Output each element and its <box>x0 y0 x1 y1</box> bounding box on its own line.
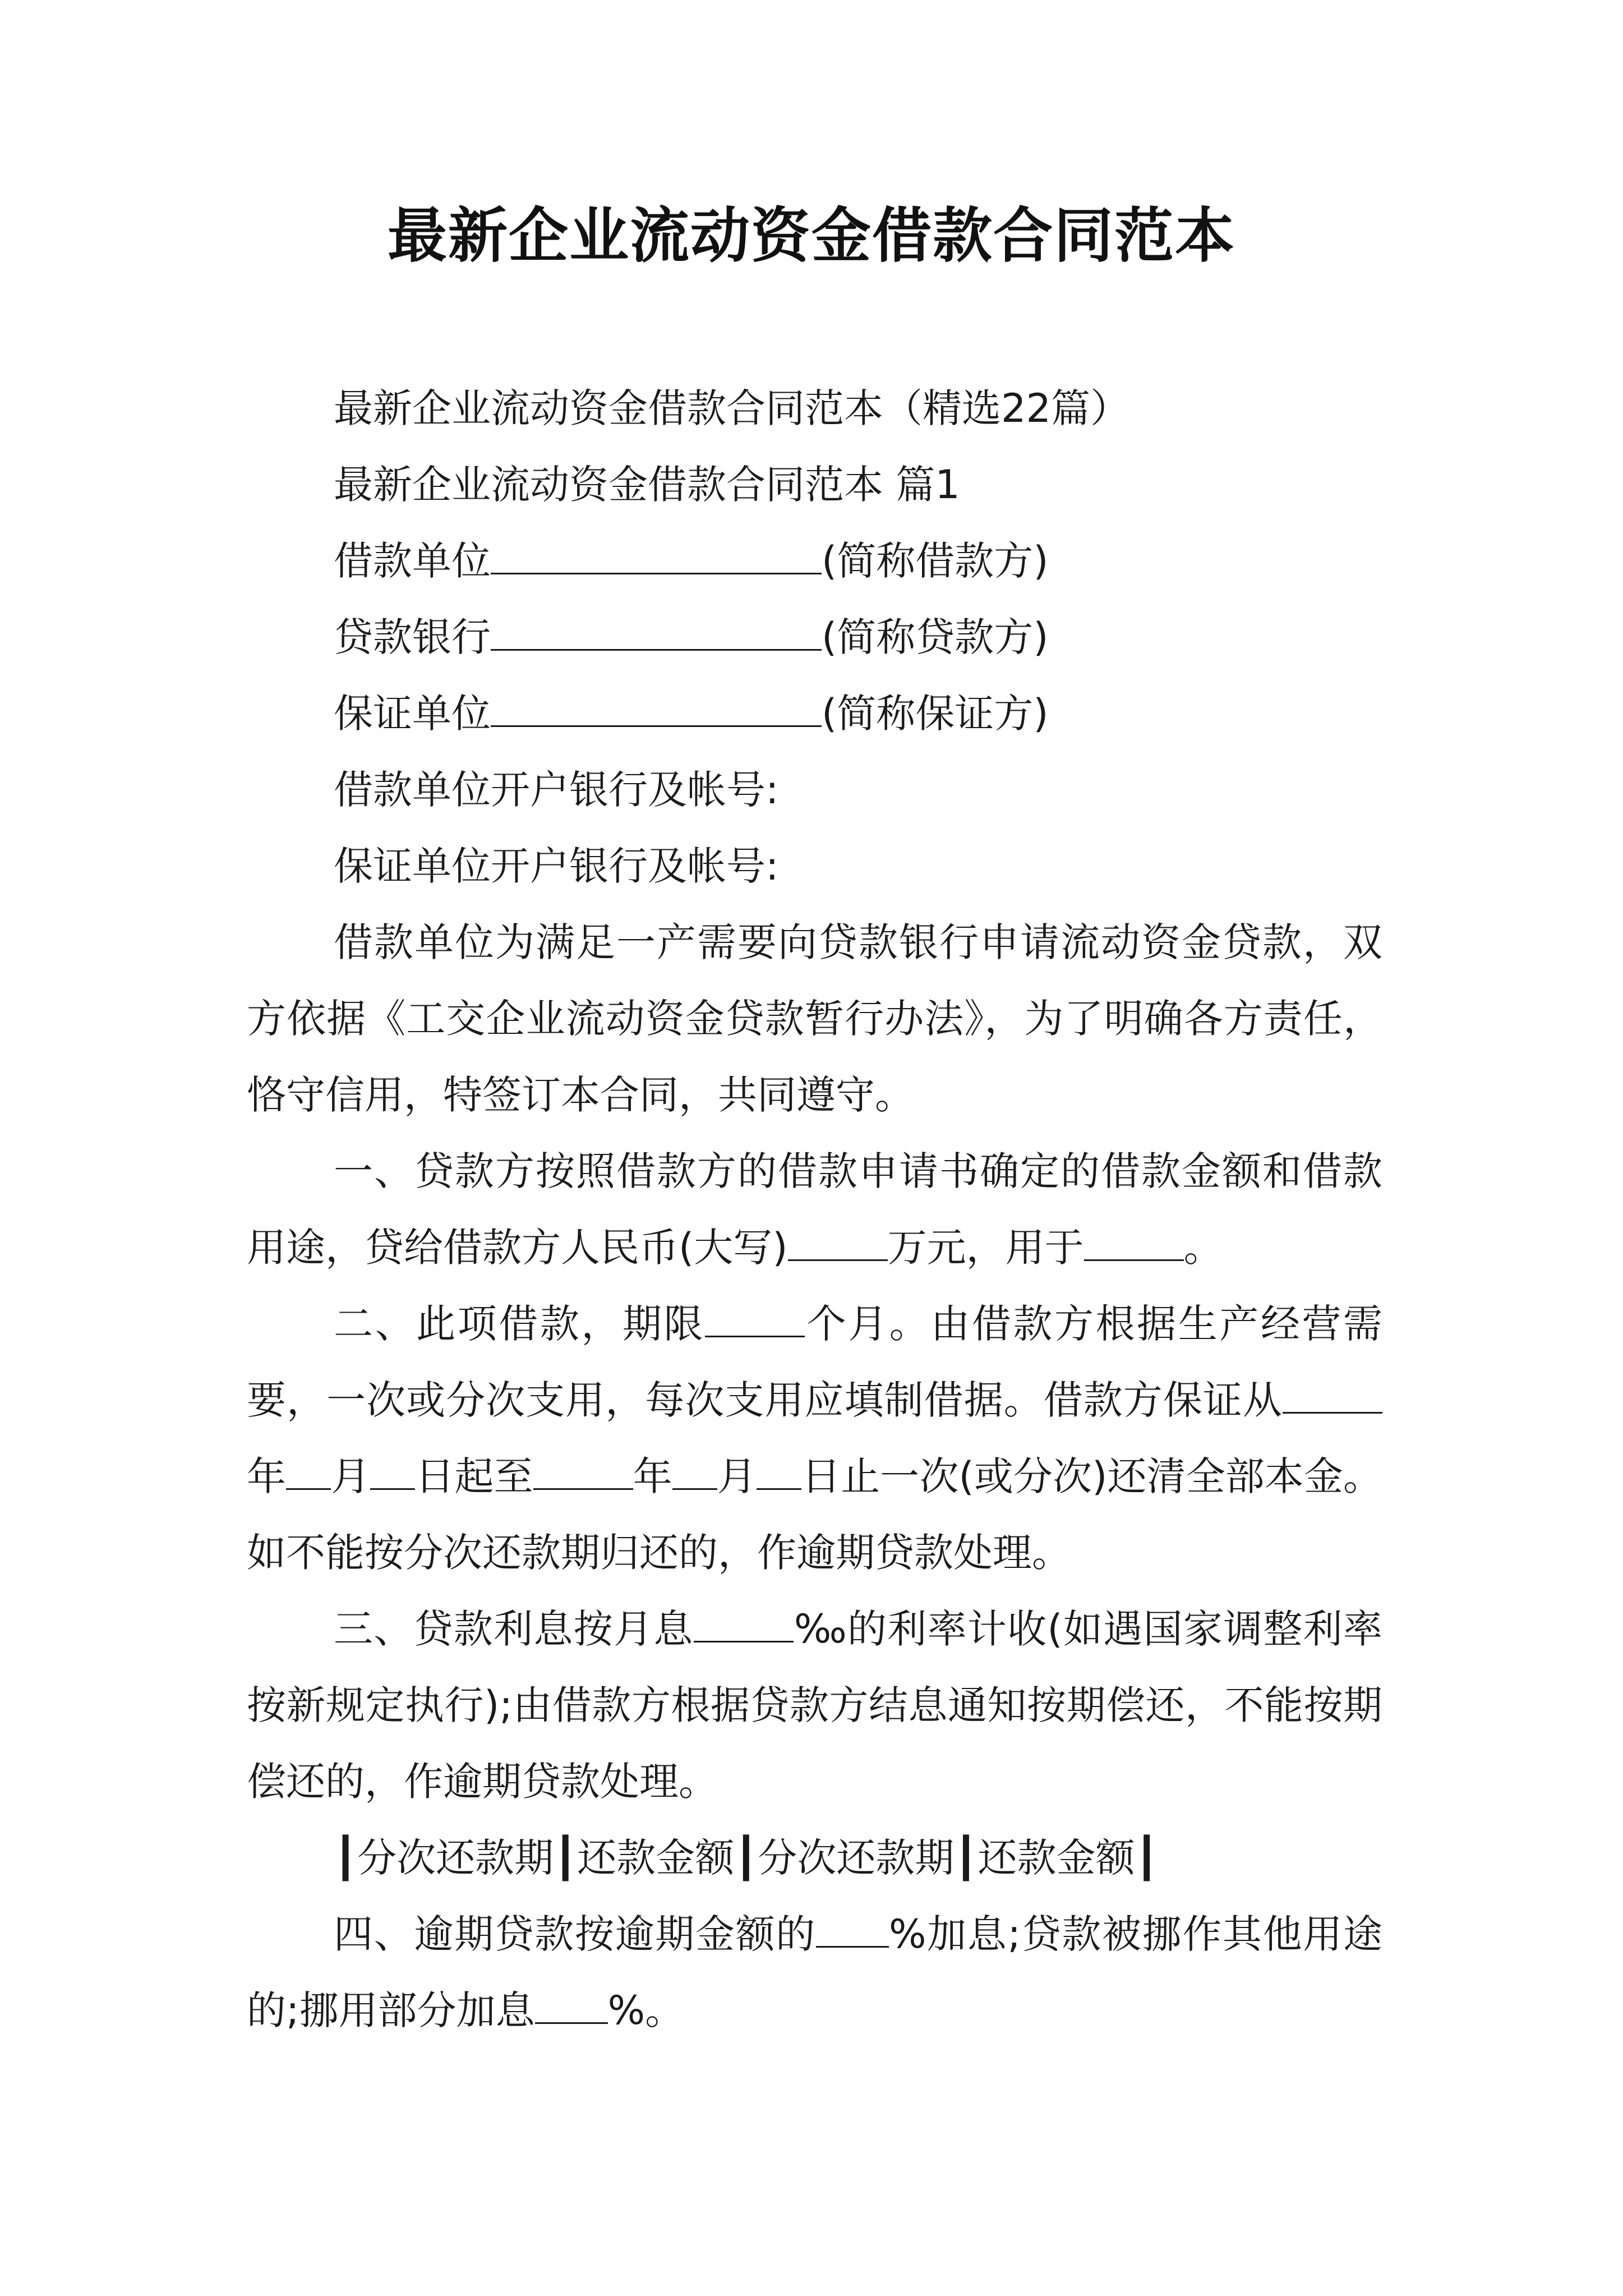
misuse-rate-blank <box>535 1989 608 2024</box>
intro-paragraph: 借款单位为满足一产需要向贷款银行申请流动资金贷款，双方依据《工交企业流动资金贷款暂行办法》，为了明确各方责任，恪守信用，特签订本合同，共同遵守。 <box>247 919 1382 1118</box>
start-month-blank <box>286 1455 331 1490</box>
end-day-blank <box>757 1455 801 1490</box>
guarantor-suffix: (简称保证方) <box>822 691 1049 737</box>
end-month-label: 月 <box>717 1453 757 1499</box>
clause-1-text-b: 万元，用于 <box>887 1225 1084 1271</box>
lender-field <box>247 599 1382 675</box>
document-body <box>247 370 1382 2049</box>
repayment-table-row: ┃分次还款期┃还款金额┃分次还款期┃还款金额┃ <box>334 1835 1159 1881</box>
borrower-account-line: 借款单位开户银行及帐号: <box>334 767 779 813</box>
guarantor-label: 保证单位 <box>334 691 491 737</box>
clause-3 <box>247 1591 1382 1820</box>
interest-rate-blank <box>694 1607 794 1642</box>
term-blank <box>705 1302 805 1337</box>
clause-2-text-b: 个月。由借款方根据生产经营需要，一次或分次支用，每次支用应填制借据。借款方保证从 <box>247 1301 1383 1423</box>
clause-1 <box>247 1133 1382 1286</box>
end-year-blank <box>533 1455 633 1490</box>
start-month-label: 月 <box>331 1453 371 1499</box>
purpose-blank <box>1084 1226 1184 1261</box>
subtitle-line: 最新企业流动资金借款合同范本（精选22篇） <box>334 385 1130 431</box>
clause-2-text-a: 二、此项借款，期限 <box>334 1301 706 1347</box>
guarantor-field <box>247 675 1382 752</box>
section-heading: 最新企业流动资金借款合同范本 篇1 <box>334 462 960 508</box>
clause-1-text-c: 。 <box>1183 1225 1223 1271</box>
clause-2 <box>247 1286 1382 1591</box>
borrower-label: 借款单位 <box>334 538 491 584</box>
borrower-suffix: (简称借款方) <box>822 538 1049 584</box>
lender-label: 贷款银行 <box>334 614 491 660</box>
clause-3-text-b: ‰的利率计收(如遇国家调整利率按新规定执行);由借款方根据贷款方结息通知按期偿还，不能按期偿还的，作逾期贷款处理。 <box>247 1606 1382 1805</box>
guarantor-account-line: 保证单位开户银行及帐号: <box>334 843 779 889</box>
clause-4-text-b: %加息;贷款被挪作其他用途的;挪用部分加息 <box>247 1911 1382 2033</box>
amount-blank <box>788 1226 888 1261</box>
clause-4-text-a: 四、逾期贷款按逾期金额的 <box>334 1911 816 1957</box>
clause-4-text-c: %。 <box>607 1987 685 2033</box>
document-title: 最新企业流动资金借款合同范本 <box>388 200 1235 270</box>
lender-blank <box>491 615 822 651</box>
start-year-label: 年 <box>247 1453 287 1499</box>
lender-suffix: (简称贷款方) <box>822 614 1049 660</box>
borrower-field <box>247 523 1382 599</box>
end-month-blank <box>672 1455 717 1490</box>
start-day-blank <box>370 1455 415 1490</box>
clause-4 <box>247 1896 1382 2049</box>
borrower-blank <box>491 539 822 574</box>
guarantor-blank <box>491 692 822 727</box>
end-year-label: 年 <box>633 1453 672 1499</box>
clause-2-text-end: 日止一次(或分次)还清全部本金。如不能按分次还款期归还的，作逾期贷款处理。 <box>247 1453 1383 1576</box>
clause-1-text-a: 一、贷款方按照借款方的借款申请书确定的借款金额和借款用途，贷给借款方人民币(大写) <box>247 1148 1382 1271</box>
overdue-rate-blank <box>816 1912 889 1948</box>
start-year-blank <box>1283 1378 1382 1414</box>
clause-3-text-a: 三、贷款利息按月息 <box>334 1606 694 1652</box>
start-day-label: 日起至 <box>415 1453 533 1499</box>
